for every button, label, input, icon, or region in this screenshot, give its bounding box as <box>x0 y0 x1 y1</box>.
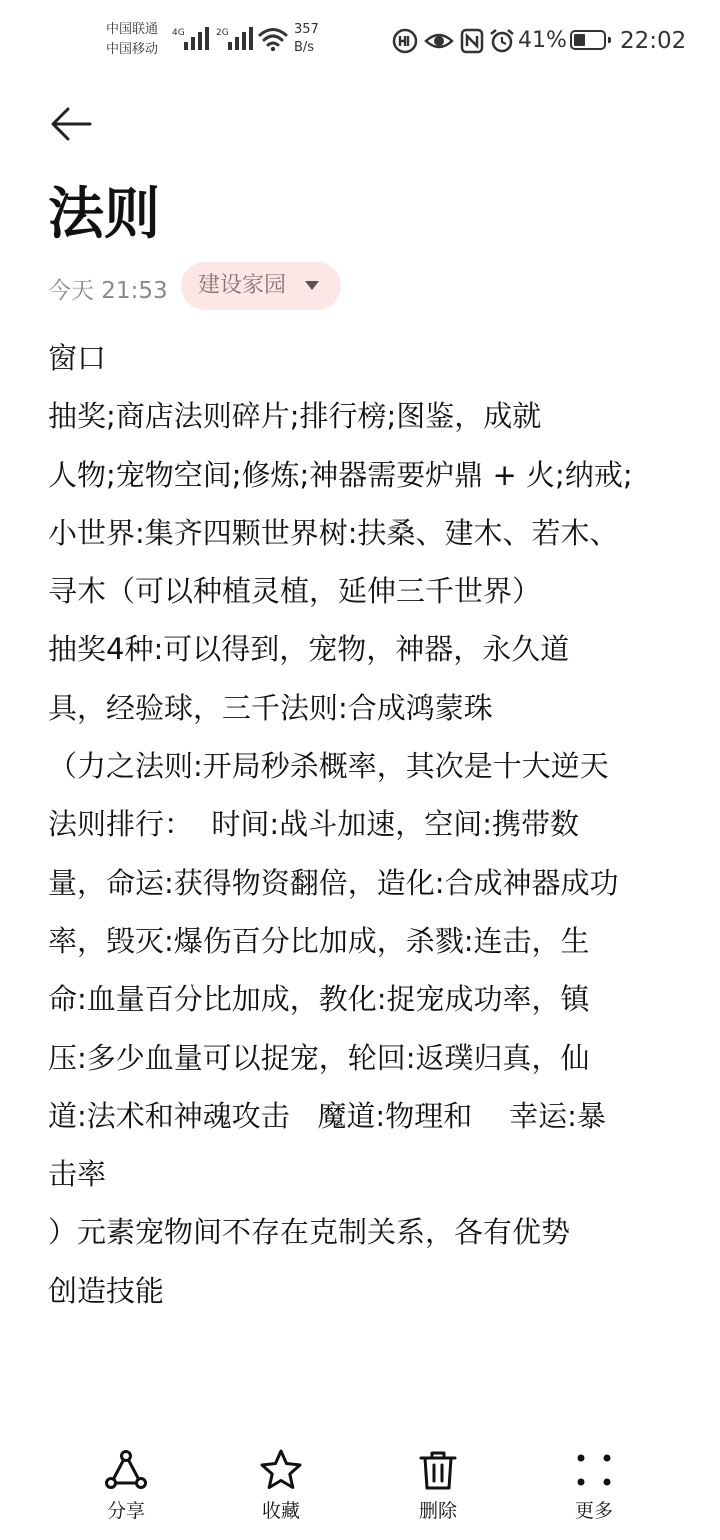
note-line: 道:法术和神魂攻击 魔道:物理和 幸运:暴 <box>48 1098 606 1133</box>
network-type-1: 4G <box>172 28 185 38</box>
note-line: 小世界:集齐四颗世界树:扶桑、建木、若木、 <box>48 515 619 550</box>
more-dots-icon <box>572 1448 616 1492</box>
star-icon <box>259 1448 303 1492</box>
network-speed-value: 357 <box>294 22 319 37</box>
favorite-button[interactable] <box>221 1440 341 1540</box>
category-dropdown[interactable] <box>181 262 341 310</box>
note-line: 压:多少血量可以捉宠，轮回:返璞归真，仙 <box>48 1040 590 1075</box>
status-clock: 22:02 <box>620 28 687 54</box>
note-timestamp: 今天 21:53 <box>48 278 168 304</box>
more-button[interactable] <box>534 1440 654 1540</box>
battery-level-fill <box>574 34 585 46</box>
delete-button[interactable] <box>378 1440 498 1540</box>
delete-label: 删除 <box>418 1500 457 1522</box>
carrier-info <box>106 20 158 60</box>
eye-comfort-icon <box>424 28 454 54</box>
battery-icon <box>570 30 606 50</box>
note-line: 窗口 <box>48 341 107 375</box>
network-speed-unit: B/s <box>294 40 315 55</box>
share-label: 分享 <box>106 1500 145 1522</box>
category-label: 建设家园 <box>198 273 287 298</box>
signal-strength-icon <box>216 26 256 52</box>
note-line: 击率 <box>48 1157 107 1192</box>
note-line: 量，命运:获得物资翻倍，造化:合成神器成功 <box>48 865 619 900</box>
battery-percentage: 41% <box>518 28 567 53</box>
favorite-label: 收藏 <box>261 1500 300 1522</box>
note-line: 寻木（可以种植灵植，延伸三千世界） <box>48 574 542 609</box>
network-type-2: 2G <box>216 28 229 38</box>
signal-strength-icon <box>172 26 212 52</box>
note-line: 创造技能 <box>48 1273 165 1308</box>
note-line: 法则排行： 时间:战斗加速，空间:携带数 <box>48 807 579 842</box>
note-line: （力之法则:开局秒杀概率，其次是十大逆天 <box>48 749 609 784</box>
share-icon <box>104 1448 148 1492</box>
note-title[interactable]: 法则 <box>48 182 160 247</box>
carrier-1: 中国联通 <box>106 22 159 37</box>
note-line: 人物;宠物空间;修炼;神器需要炉鼎 + 火;纳戒; <box>48 457 633 492</box>
caret-down-icon <box>305 281 319 290</box>
arrow-left-icon <box>46 100 96 150</box>
nfc-icon <box>460 28 484 54</box>
alarm-icon <box>488 28 516 54</box>
note-body[interactable] <box>48 329 688 1320</box>
note-line: 抽奖;商店法则碎片;排行榜;图鉴，成就 <box>48 399 542 434</box>
note-line: ）元素宠物间不存在克制关系，各有优势 <box>48 1215 571 1250</box>
wifi-icon <box>258 26 288 52</box>
status-bar <box>0 0 720 84</box>
trash-icon <box>416 1448 460 1492</box>
carrier-2: 中国移动 <box>106 42 159 57</box>
share-button[interactable] <box>66 1440 186 1540</box>
hd-call-icon <box>392 28 418 54</box>
bottom-toolbar <box>0 1440 720 1540</box>
back-button[interactable] <box>46 100 96 150</box>
note-line: 命:血量百分比加成，教化:捉宠成功率，镇 <box>48 982 590 1017</box>
network-speed <box>294 21 319 57</box>
more-label: 更多 <box>574 1500 613 1522</box>
note-line: 抽奖4种:可以得到，宠物，神器，永久道 <box>48 632 570 667</box>
note-line: 具，经验球，三千法则:合成鸿蒙珠 <box>48 690 493 725</box>
note-line: 率，毁灭:爆伤百分比加成，杀戮:连击，生 <box>48 923 590 958</box>
